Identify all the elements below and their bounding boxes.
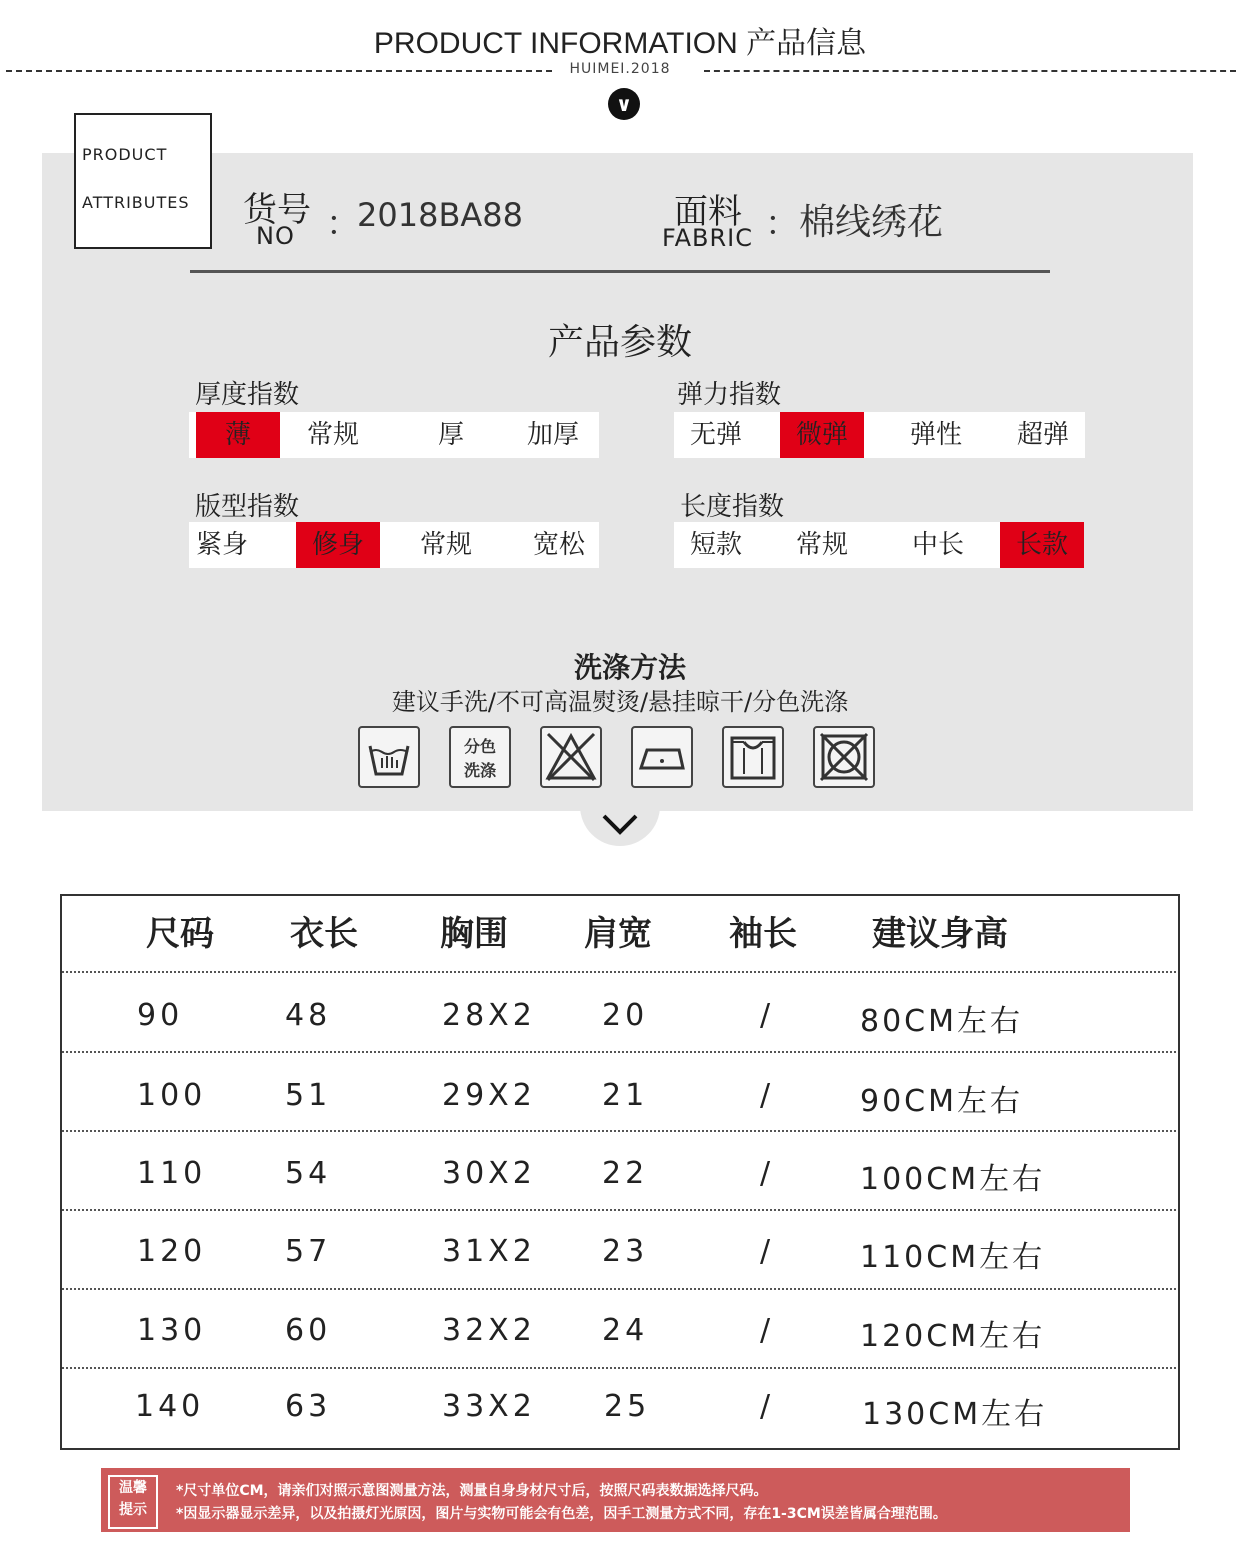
thickness-option: 厚 [437,420,464,450]
separate-wash-line1: 分色 [463,737,496,756]
cell-size: 100 [137,1078,207,1113]
col-header-chest: 胸围 [440,914,508,954]
elasticity-option: 微弹 [780,412,864,458]
cell-sleeve: / [760,1156,775,1191]
separate-wash-line2: 洗涤 [463,761,496,780]
col-header-height: 建议身高 [872,914,1008,954]
cell-sleeve: / [760,1234,775,1269]
item-no-sep: ： [326,204,360,244]
cell-height: 120CM左右 [860,1319,1046,1354]
row-divider [62,971,1176,973]
cell-sleeve: / [760,1078,775,1113]
thickness-option: 加厚 [526,420,579,450]
fit-option: 修身 [296,522,380,568]
cell-height: 90CM左右 [860,1084,1024,1119]
cell-chest: 29X2 [442,1078,536,1113]
length-label: 长度指数 [680,492,785,522]
thickness-scale [189,412,599,458]
params-title: 产品参数 [547,322,692,363]
item-no-label-en: NO [256,222,295,250]
cell-shoulder: 22 [602,1156,649,1191]
notice-line-1: *尺寸单位CM，请亲们对照示意图测量方法，测量自身身材尺寸后，按照尺码表数据选择尺码。 [176,1483,768,1499]
col-header-size: 尺码 [146,914,214,954]
row-divider [62,1367,1176,1369]
cell-size: 110 [137,1156,207,1191]
divider-right [704,70,1236,72]
iron-icon [631,726,693,788]
fit-option: 紧身 [195,530,248,560]
fit-label: 版型指数 [195,492,300,522]
row-divider [62,1130,1176,1132]
cell-chest: 30X2 [442,1156,536,1191]
cell-size: 140 [135,1389,205,1424]
cell-size: 120 [137,1234,207,1269]
notice-tag-line1: 温馨 [119,1480,147,1496]
product-attributes-box [74,113,212,249]
attributes-line2: ATTRIBUTES [82,193,190,212]
row-divider [62,1209,1176,1211]
col-header-shoulder: 肩宽 [584,914,652,954]
attributes-line1: PRODUCT [82,145,168,164]
col-header-sleeve: 袖长 [729,914,797,954]
cell-length: 54 [285,1156,332,1191]
cell-length: 48 [285,998,332,1033]
thickness-label: 厚度指数 [195,380,300,410]
length-scale [674,522,1084,568]
cell-size: 90 [137,998,184,1033]
cell-shoulder: 20 [602,998,649,1033]
fabric-sep: ： [765,204,799,244]
cell-length: 57 [285,1234,332,1269]
cell-chest: 31X2 [442,1234,536,1269]
cell-chest: 32X2 [442,1313,536,1348]
cell-height: 100CM左右 [860,1162,1046,1197]
elasticity-option: 超弹 [1016,420,1069,450]
separate-wash-icon [449,726,511,788]
cell-height: 130CM左右 [862,1397,1048,1432]
elasticity-label: 弹力指数 [677,380,782,410]
notice-line-2: *因显示器显示差异，以及拍摄灯光原因，图片与实物可能会有色差，因手工测量方式不同，存在1-3CM误差皆属合理范围。 [176,1506,947,1522]
wash-subtitle: 建议手洗/不可高温熨烫/悬挂晾干/分色洗涤 [391,688,849,716]
length-option: 短款 [689,530,742,560]
fabric-label-cn: 面料 [674,192,742,232]
cell-size: 130 [137,1313,207,1348]
cell-shoulder: 24 [602,1313,649,1348]
length-option: 长款 [1000,522,1084,568]
wash-title: 洗涤方法 [573,651,686,684]
fit-option: 常规 [419,530,472,560]
panel-rule [190,270,1050,273]
cell-shoulder: 25 [604,1389,651,1424]
hand-wash-icon [358,726,420,788]
item-no-value: 2018BA88 [357,196,523,234]
fit-option: 宽松 [532,530,585,560]
cell-sleeve: / [760,998,775,1033]
no-bleach-icon [540,726,602,788]
length-option: 常规 [795,530,848,560]
no-tumble-dry-icon [813,726,875,788]
cell-height: 110CM左右 [860,1240,1046,1275]
thickness-option: 常规 [306,420,359,450]
page-title: PRODUCT INFORMATION 产品信息 [373,27,867,60]
fabric-label-en: FABRIC [662,224,753,252]
cell-shoulder: 23 [602,1234,649,1269]
elasticity-option: 弹性 [909,420,962,450]
cell-sleeve: / [760,1389,775,1424]
cell-length: 63 [285,1389,332,1424]
row-divider [62,1051,1176,1053]
cell-length: 60 [285,1313,332,1348]
item-no-label-cn: 货号 [243,190,311,230]
divider-left [6,70,552,72]
cell-shoulder: 21 [602,1078,649,1113]
elasticity-option: 无弹 [689,420,742,450]
cell-length: 51 [285,1078,332,1113]
thickness-option: 薄 [196,412,280,458]
chevron-down-icon: ∨ [608,88,640,120]
notice-tag-line2: 提示 [119,1502,147,1518]
chevron-down-icon-2 [600,808,640,838]
cell-chest: 28X2 [442,998,536,1033]
cell-sleeve: / [760,1313,775,1348]
notice-tag [108,1475,158,1529]
cell-height: 80CM左右 [860,1004,1024,1039]
fit-scale [189,522,599,568]
length-option: 中长 [911,530,964,560]
col-header-length: 衣长 [290,914,358,954]
fabric-value: 棉线绣花 [799,202,944,243]
elasticity-scale [674,412,1085,458]
row-divider [62,1288,1176,1290]
cell-chest: 33X2 [442,1389,536,1424]
hang-dry-icon [722,726,784,788]
brand-label: HUIMEI.2018 [569,61,671,77]
